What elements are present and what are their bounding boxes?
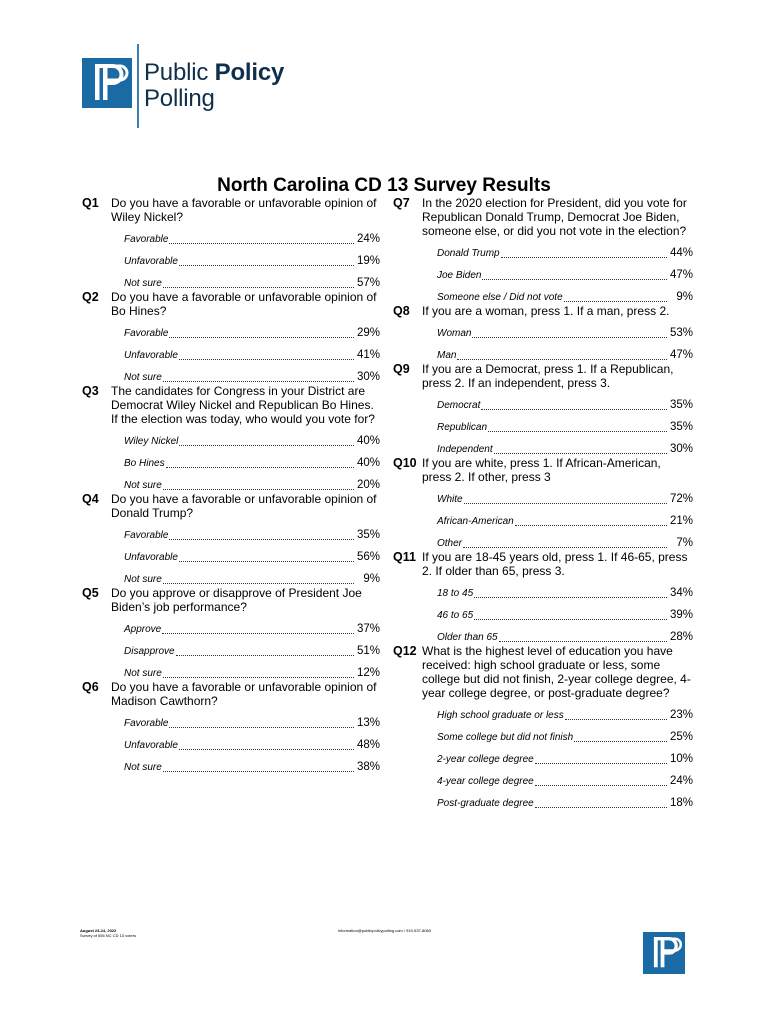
answer-percent: 30% [356,371,380,383]
dot-leader [564,300,667,302]
answer-percent: 25% [669,731,693,743]
ppp-logo [82,44,302,128]
dot-leader [162,632,354,634]
answer-percent: 35% [356,529,380,541]
question-q7 [393,196,693,238]
answer-row [437,528,693,550]
answer-row [437,260,693,282]
answer-percent: 29% [356,327,380,339]
answer-label: 4-year college degree [437,776,534,787]
answer-percent: 56% [356,551,380,563]
left-column [82,196,380,774]
question-number: Q1 [82,196,99,210]
answer-row [124,268,380,290]
answer-percent: 19% [356,255,380,267]
answer-label: Some college but did not finish [437,732,574,743]
answer-label: Older than 65 [437,632,498,643]
answer-label: High school graduate or less [437,710,564,721]
dot-leader [179,748,354,750]
answer-row [437,788,693,810]
ppp-logo-mark-icon [82,58,132,108]
answer-row [124,564,380,586]
answer-row [124,224,380,246]
answer-percent: 47% [669,269,693,281]
answer-label: Donald Trump [437,248,500,259]
dot-leader [474,596,667,598]
question-q4 [82,492,380,520]
dot-leader [169,336,354,338]
answer-row [437,700,693,722]
dot-leader [501,256,667,258]
dot-leader [488,430,667,432]
dot-leader [163,676,354,678]
answer-percent: 48% [356,739,380,751]
answer-label: 2-year college degree [437,754,534,765]
question-q1 [82,196,380,224]
logo-wordmark [144,60,284,112]
answer-percent: 40% [356,457,380,469]
dot-leader [179,264,354,266]
answer-percent: 40% [356,435,380,447]
question-text: Do you have a favorable or unfavorable opinion of Wiley Nickel? [111,196,377,224]
question-text: Do you have a favorable or unfavorable opinion of Bo Hines? [111,290,377,318]
dot-leader [481,408,667,410]
answer-row [124,448,380,470]
question-q10 [393,456,693,484]
answer-label: Favorable [124,234,169,245]
answer-percent: 38% [356,761,380,773]
dot-leader [163,582,354,584]
question-text: If you are white, press 1. If African-American, press 2. If other, press 3 [422,456,661,484]
page-title: North Carolina CD 13 Survey Results [217,175,551,196]
question-q2 [82,290,380,318]
answer-row [437,282,693,304]
answer-label: Post-graduate degree [437,798,534,809]
footer-survey-info [80,928,136,938]
answer-label: Republican [437,422,488,433]
answer-percent: 9% [363,573,380,585]
answer-percent: 9% [676,291,693,303]
answer-percent: 24% [356,233,380,245]
answer-row [437,484,693,506]
answer-label: Not sure [124,278,162,289]
answer-row [124,362,380,384]
brand-word-2: Policy [214,59,285,86]
answer-percent: 7% [676,537,693,549]
answer-label: African-American [437,516,514,527]
dot-leader [179,444,354,446]
dot-leader [499,640,667,642]
answer-percent: 35% [669,399,693,411]
brand-word-1: Public [144,59,209,86]
dot-leader [474,618,667,620]
question-number: Q9 [393,362,410,376]
answer-row [437,238,693,260]
answer-label: Disapprove [124,646,175,657]
question-number: Q3 [82,384,99,398]
dot-leader [472,336,667,338]
dot-leader [176,654,354,656]
answer-row [124,636,380,658]
answer-label: Unfavorable [124,552,178,563]
answer-row [124,246,380,268]
answer-label: Approve [124,624,162,635]
question-number: Q7 [393,196,410,210]
answer-percent: 53% [669,327,693,339]
answer-percent: 37% [356,623,380,635]
question-number: Q6 [82,680,99,694]
answer-row [124,658,380,680]
answer-row [124,318,380,340]
answer-label: Not sure [124,762,162,773]
dot-leader [574,740,667,742]
answer-percent: 30% [669,443,693,455]
answer-percent: 12% [356,667,380,679]
logo-divider [137,44,139,128]
answer-row [437,390,693,412]
answer-percent: 35% [669,421,693,433]
answer-row [124,340,380,362]
answer-row [437,506,693,528]
answer-percent: 47% [669,349,693,361]
answer-label: Someone else / Did not vote [437,292,563,303]
answer-row [437,766,693,788]
answer-row [124,542,380,564]
answer-label: Favorable [124,530,169,541]
answer-label: 46 to 65 [437,610,474,621]
answer-label: Woman [437,328,472,339]
answer-percent: 44% [669,247,693,259]
answer-row [437,340,693,362]
answer-percent: 18% [669,797,693,809]
question-text: If you are a woman, press 1. If a man, press 2. [422,304,670,318]
answer-row [124,520,380,542]
answer-percent: 51% [356,645,380,657]
answer-row [437,318,693,340]
answer-percent: 20% [356,479,380,491]
answer-label: Bo Hines [124,458,165,469]
question-text: If you are a Democrat, press 1. If a Republican, press 2. If an independent, press 3. [422,362,674,390]
answer-label: 18 to 45 [437,588,474,599]
question-text: In the 2020 election for President, did you vote for Republican Donald Trump, Democrat Joe Biden, someone else, or did you not vote in the election? [422,196,687,238]
answer-label: Not sure [124,480,162,491]
question-text: The candidates for Congress in your District are Democrat Wiley Nickel and Republican Bo Hines. If the election was today, who would you vote for? [111,384,375,426]
question-q11 [393,550,693,578]
footer-date: August 23-24, 2022 [80,928,117,933]
answer-row [437,600,693,622]
answer-label: Independent [437,444,493,455]
answer-row [437,412,693,434]
answer-label: Democrat [437,400,481,411]
footer-ppp-logo-icon [643,932,685,974]
question-number: Q12 [393,644,417,658]
answer-label: Unfavorable [124,740,178,751]
answer-label: White [437,494,463,505]
footer-survey-size: Survey of 556 NC CD 13 voters [80,933,137,938]
dot-leader [535,762,667,764]
answer-row [124,752,380,774]
answer-percent: 13% [356,717,380,729]
answer-row [437,722,693,744]
footer-contact: information@publicpolicypolling.com / 919-537-8083 [338,928,432,933]
answer-row [124,470,380,492]
dot-leader [565,718,667,720]
answer-label: Other [437,538,463,549]
answer-percent: 24% [669,775,693,787]
answer-label: Not sure [124,668,162,679]
dot-leader [457,358,667,360]
answer-percent: 21% [669,515,693,527]
dot-leader [163,488,354,490]
answer-percent: 72% [669,493,693,505]
question-number: Q10 [393,456,417,470]
answer-label: Wiley Nickel [124,436,179,447]
answer-label: Unfavorable [124,256,178,267]
question-number: Q2 [82,290,99,304]
dot-leader [163,380,354,382]
answer-percent: 39% [669,609,693,621]
answer-label: Not sure [124,372,162,383]
dot-leader [463,546,667,548]
answer-row [437,578,693,600]
answer-row [437,622,693,644]
question-number: Q8 [393,304,410,318]
question-q8 [393,304,693,318]
answer-label: Unfavorable [124,350,178,361]
answer-label: Man [437,350,457,361]
dot-leader [179,560,354,562]
answer-percent: 57% [356,277,380,289]
question-q3 [82,384,380,426]
answer-row [124,614,380,636]
dot-leader [166,466,354,468]
question-q5 [82,586,380,614]
question-text: If you are 18-45 years old, press 1. If 46-65, press 2. If older than 65, press 3. [422,550,688,578]
right-column [393,196,693,810]
dot-leader [494,452,667,454]
question-number: Q11 [393,550,416,564]
question-q12 [393,644,693,700]
answer-label: Not sure [124,574,162,585]
answer-percent: 28% [669,631,693,643]
answer-label: Favorable [124,718,169,729]
answer-row [437,744,693,766]
dot-leader [169,726,354,728]
dot-leader [482,278,667,280]
brand-word-3: Polling [144,85,215,112]
question-number: Q4 [82,492,99,506]
dot-leader [169,538,354,540]
dot-leader [515,524,667,526]
question-number: Q5 [82,586,99,600]
question-text: Do you approve or disapprove of President Joe Biden’s job performance? [111,586,362,614]
answer-row [124,708,380,730]
answer-row [124,426,380,448]
answer-percent: 23% [669,709,693,721]
dot-leader [163,286,354,288]
question-q6 [82,680,380,708]
answer-label: Joe Biden [437,270,482,281]
answer-label: Favorable [124,328,169,339]
dot-leader [535,784,667,786]
dot-leader [169,242,354,244]
dot-leader [464,502,667,504]
answer-row [437,434,693,456]
answer-row [124,730,380,752]
dot-leader [163,770,354,772]
question-q9 [393,362,693,390]
dot-leader [179,358,354,360]
dot-leader [535,806,667,808]
answer-percent: 34% [669,587,693,599]
answer-percent: 41% [356,349,380,361]
answer-percent: 10% [669,753,693,765]
question-text: Do you have a favorable or unfavorable opinion of Donald Trump? [111,492,377,520]
question-text: What is the highest level of education you have received: high school graduate or less, some college but did not finish, 2-year college degree, 4-year college degree, or post-graduate degree? [422,644,691,700]
question-text: Do you have a favorable or unfavorable opinion of Madison Cawthorn? [111,680,377,708]
